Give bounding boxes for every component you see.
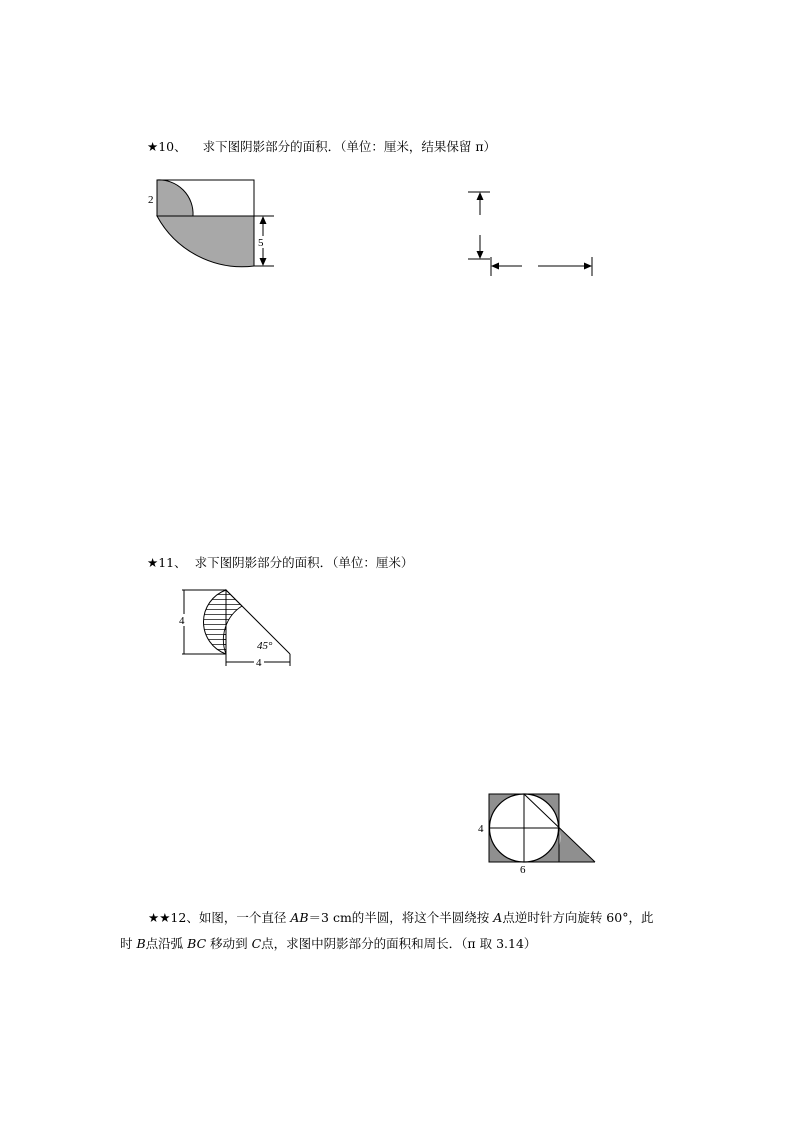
q11-label-4-left: 4 xyxy=(179,615,185,627)
arrow-left-icon xyxy=(491,263,499,270)
q10-heading xyxy=(147,137,496,155)
arrow-right-icon xyxy=(584,263,592,270)
q11-figure xyxy=(170,582,310,677)
star-icon: ★★ xyxy=(148,910,171,925)
label-6: 6 xyxy=(520,864,526,876)
q10-number: 10、 xyxy=(158,139,187,154)
star-icon: ★ xyxy=(147,555,159,570)
q10-figure-a xyxy=(140,170,290,275)
arrow-up-icon xyxy=(477,192,484,200)
q12-number: 12、 xyxy=(170,910,199,925)
circle-square-figure xyxy=(475,788,605,878)
q10-shaded-small-region xyxy=(157,180,193,216)
q12-line-1: ★★12、如图，一个直径 AB＝3 cm的半圆，将这个半圆绕按 A点逆时针方向旋转 60°，此 xyxy=(148,910,654,925)
q11-semicircle-shaded xyxy=(203,590,226,654)
arrow-down-icon xyxy=(477,251,484,259)
q11-label-angle: 45° xyxy=(257,640,273,652)
q10-label-5: 5 xyxy=(258,237,264,249)
q11-label-4-bottom: 4 xyxy=(256,657,262,669)
q10-figure-b xyxy=(460,185,610,280)
q12-line-2: 时 B点沿弧 BC 移动到 C点，求图中阴影部分的面积和周长．（π 取 3.14） xyxy=(120,936,537,951)
q10-text: 求下图阴影部分的面积．（单位：厘米，结果保留 π） xyxy=(202,139,497,154)
q10-shaded-large-region xyxy=(157,216,254,267)
q10-label-2: 2 xyxy=(148,194,154,206)
arrow-down-icon xyxy=(260,258,267,266)
star-icon: ★ xyxy=(147,139,159,154)
arrow-up-icon xyxy=(260,216,267,224)
q11-number: 11、 xyxy=(158,555,187,570)
label-4: 4 xyxy=(478,823,484,835)
q12-paragraph xyxy=(120,905,680,957)
q11-text: 求下图阴影部分的面积．（单位：厘米） xyxy=(194,555,414,570)
q11-heading xyxy=(147,553,413,571)
